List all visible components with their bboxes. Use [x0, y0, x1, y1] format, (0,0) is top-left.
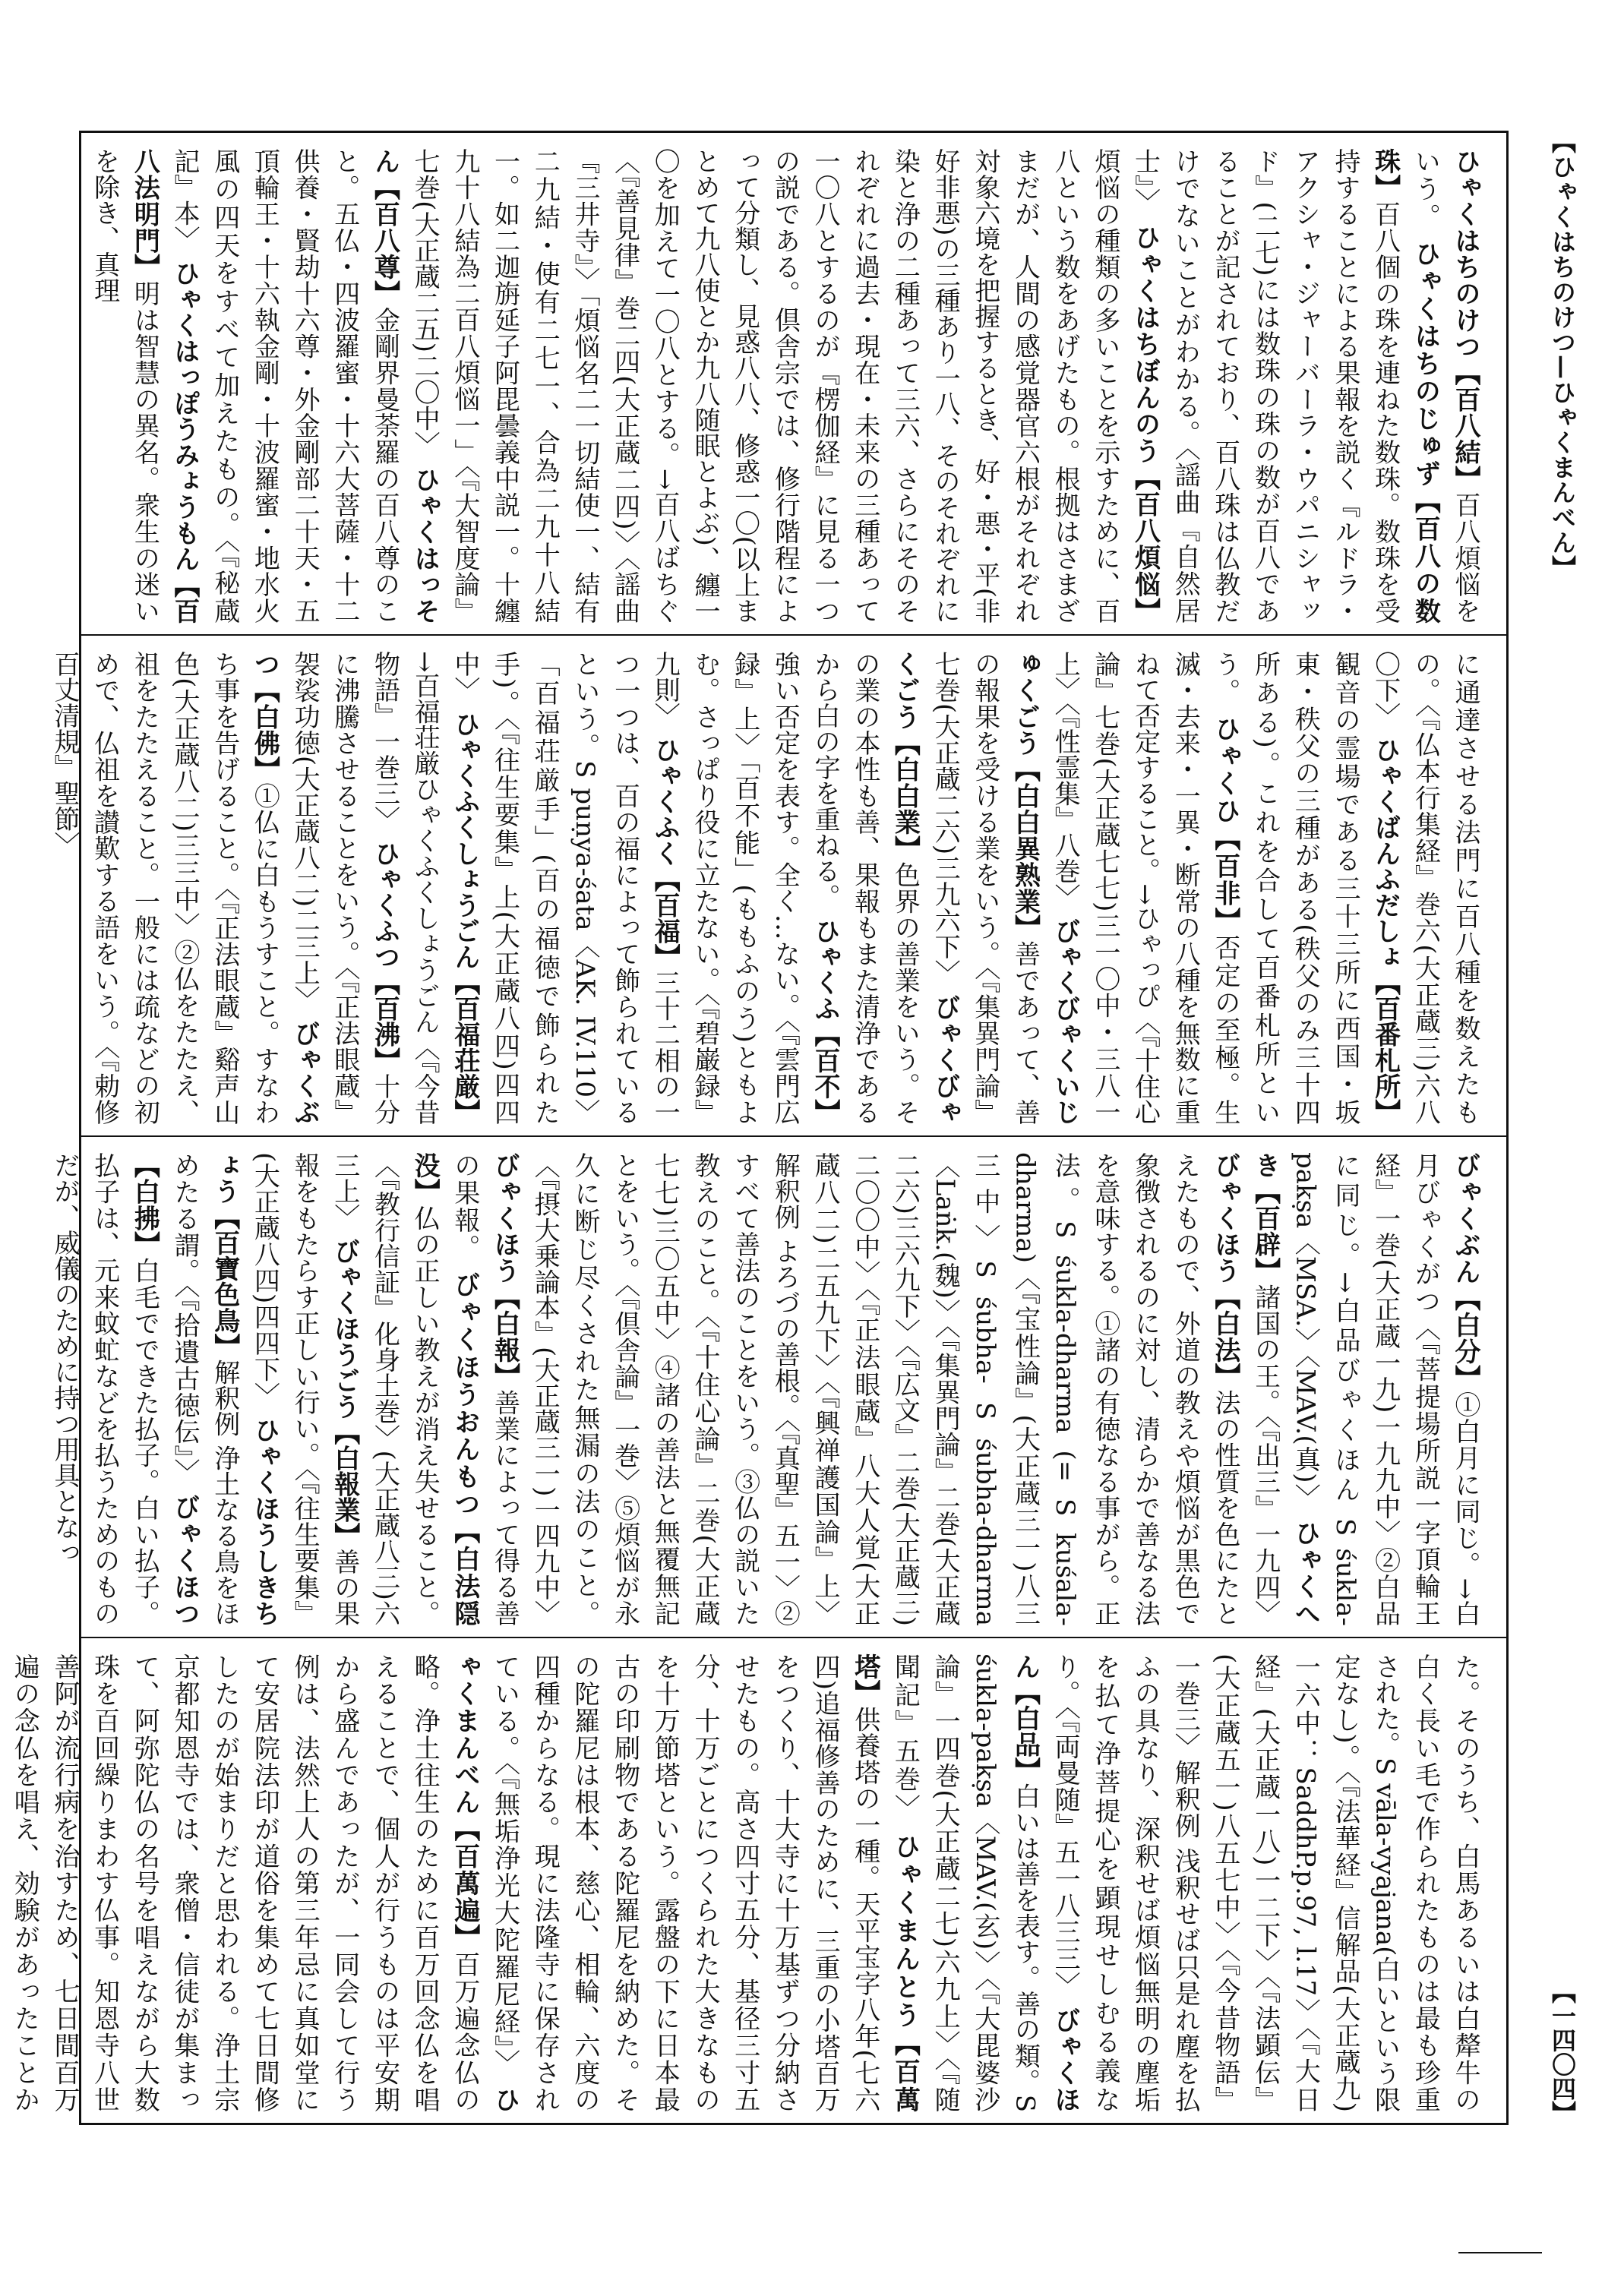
entry-body: 三十二相の一つ一つは、百の福によって飾られているという。S puṇya-śata〈AK. IV.110〉「百福荘厳手」(百の福徳で飾られた手)。〈『往生要集』上(大正蔵八四)四四中〉: [449, 651, 681, 1126]
entry-headword: ひゃくふつ【百沸】: [369, 840, 400, 1073]
entry-headword: びゃくほう【白法】: [1209, 1152, 1240, 1390]
dictionary-entry: [529, 1152, 1240, 1626]
entry-headword: ひゃくふく【百福】: [649, 737, 681, 970]
entry-headword: ひゃくばんふだしょ【百番札所】: [1370, 737, 1401, 1126]
entry-body: →百福荘厳ひゃくふくしょうごん〈『今昔物語』一巻三〉: [369, 651, 441, 1125]
dictionary-entry: [490, 1653, 921, 2112]
footer-rule: [1458, 2252, 1542, 2253]
entry-body: 白いは善を表す。善の類。S śukla-pakṣa〈MAV.(玄)〉〈『大毘婆沙論』一四巻(大正蔵二七)六九上〉〈『随聞記』五巻〉: [889, 1653, 1041, 2112]
tier-4-text: [9, 1653, 1485, 2113]
entry-body: ①仏に白もうすこと。すなわち事を告げること。〈『正法眼蔵』谿声山色(大正蔵八二)三三中〉②仏をたたえ、祖をたたえること。一般には疏などの初めで、仏祖を讃歎する語をいう。〈『勅修百丈清規』聖節〉: [49, 651, 280, 1126]
entry-headword: びゃくほう【白報】: [489, 1152, 520, 1390]
entry-body: 否定の至極。生滅・去来・一異・断常の八種を無数に重ねて否定すること。→ひゃっぴ〈『十住心論』七巻(大正蔵七七)三一〇中・三八一上〉〈『性霊集』八巻〉: [1050, 651, 1240, 1126]
dictionary-entry: [169, 148, 440, 624]
entry-body: た。そのうち、白馬あるいは白犛牛の白く長い毛で作られたものは最も珍重された。S vāla-vyajana(白いという限定なし)。〈『法華経』信解品(大正蔵九)一六中：SaddhP.p.97, l.17〉〈『大日経』(大正蔵一八)一二下〉〈『法顕伝』(大正蔵五一)八五七中〉〈『今昔物語』一巻三〉解釈例 浅釈せば只是れ塵を払ふの具なり、深釈せば煩悩無明の塵垢を払て浄菩提心を顕現せしむる義なり。〈『両曼随』五一八三三〉: [1050, 1653, 1480, 2112]
entry-body: 解釈例 浄土なる鳥をほめたる謂。〈『拾遺古徳伝』〉: [169, 1152, 240, 1626]
entry-headword: びゃくほん【白品】: [1009, 1653, 1081, 2112]
entry-body: ①白月に同じ。→白月びゃくがつ〈『菩提場所説一字頂輪王経』一巻(大正蔵一九)一九九中〉②白品に同じ。→白品びゃくほん S śukla-pakṣa〈MSA.〉〈MAV.(真)〉: [1290, 1152, 1480, 1626]
entry-body: 明は智慧の異名。衆生の迷いを除き、真理: [89, 148, 160, 624]
entry-headword: びゃくほうおんもつ【白法隠没】: [409, 1152, 480, 1627]
entry-headword: びゃくほつ【白拂】: [129, 1152, 200, 1627]
entry-body: 金剛界曼荼羅の百八尊のこと。五仏・四波羅蜜・十六大菩薩・十二供養・賢劫十六尊・外金剛部二十天・五頂輪王・十六執金剛・十波羅蜜・地水火風の四天をすべて加えたもの。〈『秘蔵記』本〉: [169, 148, 400, 624]
entry-headword: びゃくぶつ【白佛】: [249, 651, 321, 1126]
entry-body: 善の果報をもたらす正しい行い。〈『往生要集』(大正蔵八四)四四下〉: [249, 1152, 360, 1627]
entry-headword: ひゃくまんとう【百萬塔】: [849, 1653, 921, 2113]
entry-headword: ひゃくはっそん【百八尊】: [369, 148, 441, 624]
entry-body: 善業によって得る善の果報。: [449, 1152, 520, 1627]
entry-body: 百万遍念仏の略。浄土往生のために百万回念仏を唱えることで、個人が行うものは平安期から盛んであったが、一同会して行う例は、法然上人の第三年忌に真如堂にて安居院法印が道俗を集めて七日間修したのが始まりだと思われる。浄土宗京都知恩寺では、衆僧・信徒が集まって、阿弥陀仏の名号を唱えながら大数珠を百回繰りまわす仏事。知恩寺八世善阿が流行病を治すため、七日間百万遍の念仏を唱え、効験があったことか: [9, 1653, 480, 2112]
entry-body: 色界の善業をいう。その業の本性も善、果報もまた清浄であるから白の字を重ねる。: [810, 651, 921, 1126]
running-title: 【ひゃくはちのけつ—ひゃくまんべん】: [1548, 129, 1577, 580]
entry-headword: びゃくびゃくごう【白白業】: [889, 651, 961, 1126]
entry-headword: ひゃくはっぽうみょうもん【百八法明門】: [129, 148, 200, 624]
tier-4: [9, 1637, 1506, 2123]
entry-body: 強い否定を表す。全く…ない。〈『雲門広録』上〉「百不能」(ももふのう)ともよむ。さっぱり役に立たない。〈『碧巌録』九則〉: [649, 651, 801, 1125]
entry-headword: びゃくほうごう【白報業】: [329, 1238, 360, 1549]
tier-1-text: [89, 148, 1485, 624]
entry-headword: ひゃくはちのけつ【百八結】: [1450, 148, 1480, 492]
tier-1: [81, 133, 1506, 634]
dictionary-entry: [1050, 1653, 1480, 2112]
entry-headword: ひゃくひ【百非】: [1209, 715, 1240, 935]
entry-body: に通達させる法門に百八種を数えたもの。〈『仏本行集経』巻六(大正蔵三)六八〇下〉: [1370, 651, 1480, 1125]
entry-body: 百八煩悩をいう。: [1410, 148, 1480, 624]
tier-3-text: [49, 1152, 1485, 1627]
entry-body: 仏の正しい教えが消え失せること。〈『教行信証』化身土巻〉(大正蔵八三)六三上〉: [329, 1152, 441, 1627]
entry-body: 白毛でできた払子。白い払子。払子は、元来蚊虻などを払うためのものだが、威儀のために持つ用具となっ: [49, 1152, 160, 1627]
tier-2: [49, 634, 1506, 1135]
entry-headword: びゃくぶん【白分】: [1450, 1152, 1480, 1392]
dictionary-entry: [49, 651, 320, 1125]
tier-3: [49, 1135, 1506, 1637]
entry-body: 煩悩の種類の多いことを示すために、百八という数をあげたもの。根拠はさまざまだが、人間の感覚器官六根がそれぞれ対象六境を把握するとき、好・悪・平(非好非悪)の三種あり一八、そのそれぞれに染と浄の二種あって三六、さらにそのそれぞれに過去・現在・未来の三種あって一〇八とするのが『楞伽経』に見る一つの説である。倶舎宗では、修行階程によって分類し、見惑八八、修惑一〇(以上まとめて九八使とか九八随眠とよぶ)、纏一〇を加えて一〇八とする。→百八ばちぐ〈『善見律』巻二四(大正蔵二四)〉〈謡曲『三井寺』〉「煩悩名二一切結使一、結有二九結・使有二七一、合為二九十八結一。如二迦旃延子阿毘曇義中説一。十纏九十八結為二百八煩悩一」〈『大智度論』七巻(大正蔵二五)二〇中〉: [409, 148, 1120, 624]
entry-headword: びゃくびゃくいじゅくごう【白白異熟業】: [1009, 651, 1081, 1125]
page-number: 【一四〇四】: [1548, 1979, 1577, 2125]
entry-body: 善であって、善の報果を受ける業をいう。〈『集異門論』七巻(大正蔵二六)三九六下〉: [930, 651, 1041, 1126]
entry-headword: ひゃくふくしょうごん【百福荘厳】: [449, 711, 480, 1126]
dictionary-entry: [1130, 148, 1441, 624]
dictionary-entry: [450, 651, 680, 1125]
entry-body: 供養塔の一種。天平宝字八年(七六四)追福修善のために、三重の小塔百万をつくり、十大寺に十万基ずつ分納させたもの。高さ四寸五分、基径三寸五分、十万ごとにつくられた大きなものを十万節塔という。露盤の下に日本最古の印刷物である陀羅尼を納めた。その陀羅尼は根本、慈心、相輪、六度の四種からなる。現に法隆寺に保存されている。〈『無垢浄光大陀羅尼経』〉: [489, 1653, 880, 2113]
dictionary-entry: [409, 148, 1160, 624]
entry-body: 十分に沸騰させることをいう。〈『正法眼蔵』袈裟功徳(大正蔵八二)二三上〉: [289, 651, 400, 1126]
entry-headword: ひゃくはちのじゅず【百八の数珠】: [1370, 148, 1441, 624]
entry-body: 観音の霊場である三十三所に西国・坂東・秩父の三種がある(秩父のみ三十四所ある)。これを合して百番札所という。: [1209, 651, 1360, 1125]
entry-headword: ひゃくまんべん【百萬遍】: [449, 1653, 520, 2113]
entry-headword: ひゃくほうしきちょう【百寶色鳥】: [209, 1152, 280, 1627]
entry-body: 諸国の王。〈『出三』一九四〉: [1250, 1284, 1281, 1627]
tier-2-text: [49, 651, 1485, 1126]
entry-headword: ひゃくふ【百不】: [810, 917, 840, 1126]
dictionary-page-frame: [9, 131, 1509, 2125]
entry-body: 百八個の珠を連ねた数珠。数珠を受持することによる果報を説く『ルドラ・アクシャ・ジャーバーラ・ウパニシャッド』(二七)には数珠の珠の数が百八であることが記されており、百八珠は仏教だけでないことがわかる。〈謡曲『自然居士』〉: [1130, 148, 1401, 624]
dictionary-entry: [0, 1653, 520, 2112]
entry-headword: ひゃくへき【百辟】: [1250, 1152, 1321, 1627]
entry-body: 法の性質を色にたとえたもので、外道の教えや煩悩が黒色で象徴されるのに対し、清らかで善なる法を意味する。①諸の有徳なる事がら。正法。S śukla-dharma (= S kuśala-dharma)〈『宝性論』(大正蔵三一)八三三中〉S śubha- S śubha-dharma〈Laṅk.(魏)〉〈『集異門論』二巻(大正蔵二六)三六九下〉〈『広文』二巻(大正蔵三)二〇〇中〉〈『正法眼蔵』八大人覚(大正蔵八二)二五九下〉〈『興禅護国論』上〉解釈例 よろづの善根。〈『真聖』五一〉②すべて善法のことをいう。③仏の説いた教えのこと。〈『十住心論』二巻(大正蔵七七)三〇五中〉④諸の善法と無覆無記とをいう。〈『倶舎論』一巻〉⑤煩悩が永久に断じ尽くされた無漏の法のこと。〈『摂大乗論本』(大正蔵三一)一四九中〉: [529, 1152, 1240, 1627]
entry-headword: ひゃくはちぼんのう【百八煩悩】: [1130, 224, 1161, 624]
